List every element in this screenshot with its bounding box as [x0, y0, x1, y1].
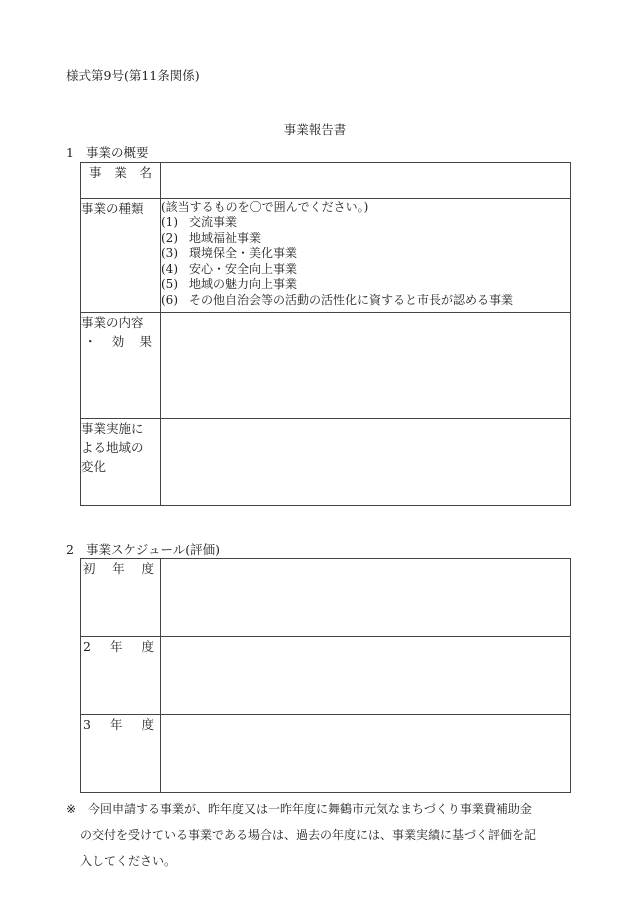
- section2-heading: [66, 540, 220, 558]
- label-year-3: [81, 715, 161, 793]
- label-char: 年: [112, 561, 125, 576]
- label-char: 業: [114, 165, 127, 180]
- type-option[interactable]: (6) その他自治会等の活動の活性化に資すると市長が認める事業: [161, 292, 514, 307]
- label-business-content: [81, 313, 161, 419]
- row-business-content: [81, 313, 571, 419]
- type-option[interactable]: (5) 地域の魅力向上事業: [161, 277, 298, 292]
- row-year-2: [81, 637, 571, 715]
- label-char: 事: [89, 165, 102, 180]
- label-char: 年: [109, 717, 123, 732]
- type-option[interactable]: (1) 交流事業: [161, 215, 238, 229]
- footnote: [66, 796, 566, 874]
- label-business-type: 事業の種類: [81, 199, 161, 313]
- field-business-name[interactable]: [161, 163, 571, 199]
- document-title: 事業報告書: [283, 122, 347, 137]
- label-char: 果: [139, 334, 152, 349]
- label-char: 度: [141, 561, 154, 576]
- note-line: 今回申請する事業が、昨年度又は一昨年度に舞鶴市元気なまちづくり事業費補助金: [88, 802, 532, 816]
- field-regional-change[interactable]: [161, 419, 571, 506]
- label-char: 初: [83, 561, 96, 576]
- type-instruction: (該当するものを〇で囲んでください。): [161, 200, 369, 214]
- label-year-2: [81, 637, 161, 715]
- label-char: ・: [84, 334, 97, 349]
- note-line: の交付を受けている事業である場合は、過去の年度には、事業実績に基づく評価を記: [80, 828, 537, 842]
- row-regional-change: [81, 419, 571, 506]
- section2-number: 2: [66, 542, 74, 557]
- form-number: 様式第9号(第11条関係): [66, 68, 200, 83]
- label-line: よる地域の: [81, 440, 144, 455]
- label-line: 事業実施に: [81, 421, 144, 436]
- section1-title: 事業の概要: [86, 145, 149, 160]
- row-business-type: [81, 199, 571, 313]
- label-regional-change: [81, 419, 161, 506]
- label-year-1: [81, 559, 161, 637]
- field-year-3[interactable]: [161, 715, 571, 793]
- label-char: 度: [141, 639, 154, 654]
- label-char: 名: [139, 165, 152, 180]
- section1-heading: [66, 143, 149, 161]
- section1-number: 1: [66, 145, 74, 160]
- label-business-name: [81, 163, 161, 199]
- field-year-2[interactable]: [161, 637, 571, 715]
- label-char: 年: [109, 639, 123, 654]
- note-line: 入してください。: [80, 854, 177, 868]
- type-option[interactable]: (2) 地域福祉事業: [161, 230, 262, 245]
- business-overview-table: [80, 162, 571, 506]
- row-business-name: [81, 163, 571, 199]
- row-year-3: [81, 715, 571, 793]
- schedule-table: [80, 558, 571, 793]
- label-line: 変化: [81, 459, 107, 474]
- label-char: 度: [141, 717, 154, 732]
- row-year-1: [81, 559, 571, 637]
- label-char: 効: [111, 334, 125, 349]
- field-business-type[interactable]: [161, 199, 571, 313]
- type-option[interactable]: (3) 環境保全・美化事業: [161, 246, 298, 261]
- section2-title: 事業スケジュール(評価): [86, 542, 221, 557]
- label-char: 2: [83, 639, 91, 654]
- note-mark: ※: [66, 802, 77, 816]
- field-business-content[interactable]: [161, 313, 571, 419]
- label-char: 3: [83, 717, 91, 732]
- type-option[interactable]: (4) 安心・安全向上事業: [161, 261, 298, 276]
- label-line: 事業の内容: [81, 315, 144, 330]
- field-year-1[interactable]: [161, 559, 571, 637]
